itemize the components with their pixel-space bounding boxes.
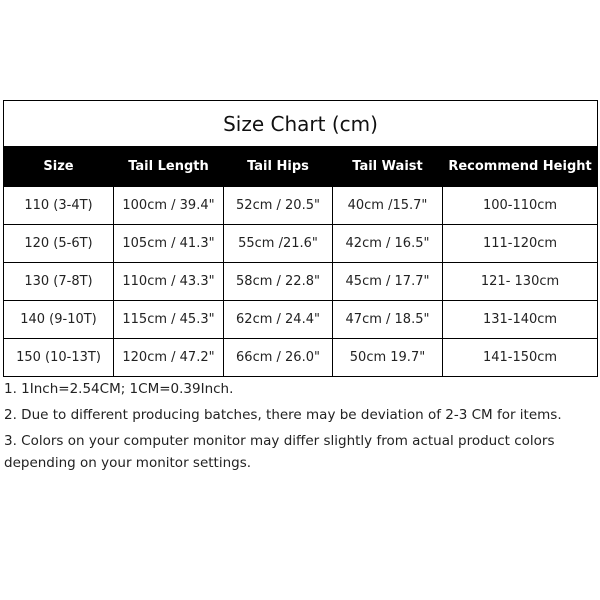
size-cell: 130 (7-8T): [4, 263, 114, 301]
table-row: [4, 301, 598, 339]
tail-length-cell: 105cm / 41.3": [114, 225, 224, 263]
tail-hips-cell: 52cm / 20.5": [224, 187, 333, 225]
tail-waist-cell: 50cm 19.7": [333, 339, 443, 377]
recommend-height-cell: 141-150cm: [443, 339, 598, 377]
note-deviation: 2. Due to different producing batches, there may be deviation of 2-3 CM for items.: [4, 407, 562, 423]
recommend-height-cell: 111-120cm: [443, 225, 598, 263]
tail-waist-cell: 47cm / 18.5": [333, 301, 443, 339]
size-cell: 140 (9-10T): [4, 301, 114, 339]
notes-section: [4, 378, 594, 478]
table-row: [4, 225, 598, 263]
tail-waist-cell: 42cm / 16.5": [333, 225, 443, 263]
chart-title: Size Chart (cm): [4, 101, 598, 147]
tail-length-cell: 100cm / 39.4": [114, 187, 224, 225]
size-cell: 150 (10-13T): [4, 339, 114, 377]
tail-waist-cell: 40cm /15.7": [333, 187, 443, 225]
tail-hips-cell: 58cm / 22.8": [224, 263, 333, 301]
column-header-recommend-height: Recommend Height: [443, 147, 598, 187]
size-cell: 110 (3-4T): [4, 187, 114, 225]
tail-hips-cell: 66cm / 26.0": [224, 339, 333, 377]
column-header-tail-hips: Tail Hips: [224, 147, 333, 187]
recommend-height-cell: 100-110cm: [443, 187, 598, 225]
tail-hips-cell: 55cm /21.6": [224, 225, 333, 263]
table-row: [4, 187, 598, 225]
size-table: [3, 100, 598, 377]
tail-waist-cell: 45cm / 17.7": [333, 263, 443, 301]
column-header-size: Size: [4, 147, 114, 187]
header-row: [4, 147, 598, 187]
table-row: [4, 339, 598, 377]
note-colors: 3. Colors on your computer monitor may differ slightly from actual product colors depending on your monitor settings.: [4, 433, 555, 471]
recommend-height-cell: 131-140cm: [443, 301, 598, 339]
tail-length-cell: 120cm / 47.2": [114, 339, 224, 377]
table-row: [4, 263, 598, 301]
tail-hips-cell: 62cm / 24.4": [224, 301, 333, 339]
size-cell: 120 (5-6T): [4, 225, 114, 263]
column-header-tail-waist: Tail Waist: [333, 147, 443, 187]
recommend-height-cell: 121- 130cm: [443, 263, 598, 301]
size-chart: [3, 100, 597, 377]
tail-length-cell: 115cm / 45.3": [114, 301, 224, 339]
column-header-tail-length: Tail Length: [114, 147, 224, 187]
note-conversion: 1. 1Inch=2.54CM; 1CM=0.39Inch.: [4, 381, 234, 397]
tail-length-cell: 110cm / 43.3": [114, 263, 224, 301]
